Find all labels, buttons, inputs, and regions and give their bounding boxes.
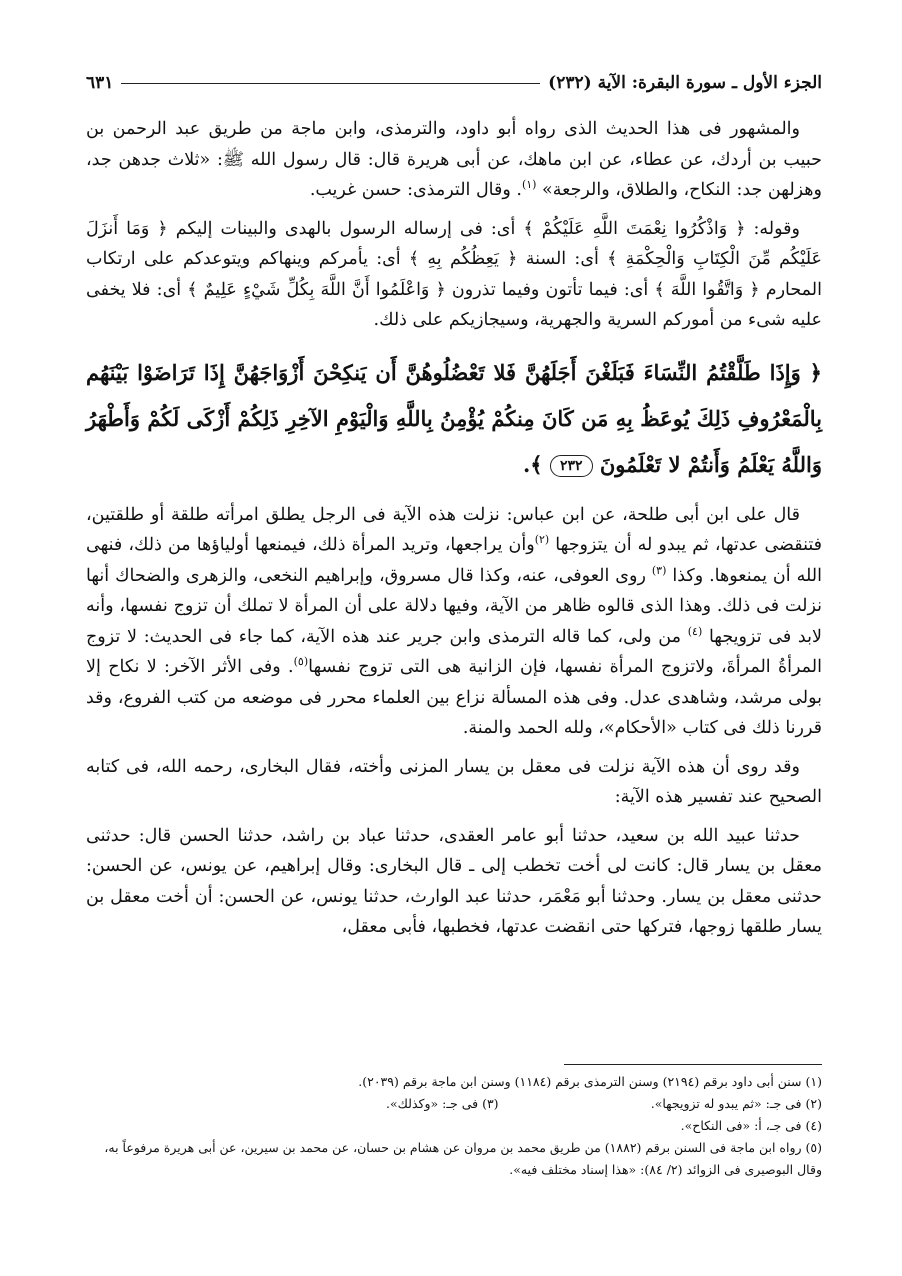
verse-number-badge: ٢٣٢: [550, 455, 593, 477]
paragraph-commentary: وقوله: ﴿ وَاذْكُرُوا نِعْمَتَ اللَّهِ عَلَيْكُمْ ﴾ أى: فى إرساله الرسول بالهدى والبينات إليكم ﴿ وَمَا أَنزَلَ عَلَيْكُم مِّنَ الْكِتَابِ وَالْحِكْمَةِ ﴾ أى: السنة ﴿ يَعِظُكُم بِهِ ﴾ أى: يأمركم وينهاكم ويتوعدكم على ارتكاب المحارم ﴿ وَاتَّقُوا اللَّهَ ﴾ أى: فيما تأتون وفيما تذرون ﴿ وَاعْلَمُوا أَنَّ اللَّهَ بِكُلِّ شَيْءٍ عَلِيمٌ ﴾ أى: فلا يخفى عليه شىء من أموركم السرية والجهرية، وسيجازيكم على ذلك.: [86, 218, 822, 330]
verse-text: ﴿ وَإِذَا طَلَّقْتُمُ النِّسَاءَ فَبَلَغْنَ أَجَلَهُنَّ فَلا تَعْضُلُوهُنَّ أَن يَنكِحْنَ أَزْوَاجَهُنَّ إِذَا تَرَاضَوْا بَيْنَهُم بِالْمَعْرُوفِ ذَلِكَ يُوعَظُ بِهِ مَن كَانَ مِنكُمْ يُؤْمِنُ بِاللَّهِ وَالْيَوْمِ الآخِرِ ذَلِكُمْ أَزْكَى لَكُمْ وَأَطْهَرُ وَاللَّهُ يَعْلَمُ وَأَنتُمْ لا تَعْلَمُونَ: [86, 359, 822, 477]
footnote-ref-1: (١): [521, 178, 537, 192]
paragraph-tafsir: [86, 500, 822, 744]
paragraph-text: من ولى، كما قاله الترمذى وابن جرير عند هذه الآية، كما جاء فى الحديث: لا تزوج المرأةُ المرأةَ، ولاتزوج المرأة نفسها، فإن الزانية هى التى تزوج نفسها: [86, 626, 822, 677]
running-header: [86, 70, 822, 96]
paragraph-text: روى العوفى، عنه، وكذا قال مسروق، وإبراهيم النخعى، والزهرى والضحاك أنها نزلت فى ذلك. وهذا الذى قالوه ظاهر من الآية، وفيها دلالة على أن المرأة لا تملك أن تزوج نفسها، وأنه لابد فى تزويجها: [86, 565, 822, 647]
paragraph-text: . وفى الأثر الآخر: لا نكاح إلا بولى مرشد، وشاهدى عدل. وفى هذه المسألة نزاع بين العلماء محرر فى موضعه من كتب الفروع، وقد قررنا ذلك فى كتاب «الأحكام»، ولله الحمد والمنة.: [86, 657, 822, 738]
footnote-ref-2: (٢): [534, 533, 550, 547]
header-section-title: الجزء الأول ـ سورة البقرة: الآية (٢٣٢): [548, 73, 822, 93]
footnotes: [86, 1064, 822, 1181]
footnote-ref-5: (٥): [293, 655, 309, 669]
paragraph-text: قال على ابن أبى طلحة، عن ابن عباس: نزلت هذه الآية فى الرجل يطلق امرأته طلقة أو طلقتين، فتنقضى عدتها، ثم يبدو له أن يتزوجها: [86, 504, 822, 555]
main-text: [86, 114, 822, 943]
paragraph-bukhari-intro: وقد روى أن هذه الآية نزلت فى معقل بن يسار المزنى وأخته، فقال البخارى، رحمه الله، فى كتابه الصحيح عند تفسير هذه الآية:: [86, 756, 822, 807]
footnote-1: (١) سنن أبى داود برقم (٢١٩٤) وسنن الترمذى برقم (١١٨٤) وسنن ابن ماجة برقم (٢٠٣٩).: [358, 1074, 822, 1089]
page-number: ٦٣١: [86, 73, 114, 93]
footnote-row: [86, 1093, 822, 1115]
paragraph-text: والمشهور فى هذا الحديث الذى رواه أبو داود، والترمذى، وابن ماجة من طريق عبد الرحمن بن حبيب بن أردك، عن عطاء، عن ابن ماهك، عن أبى هريرة قال: قال رسول الله ﷺ: «ثلاث جدهن جد، وهزلهن جد: النكاح، والطلاق، والرجعة»: [86, 119, 822, 200]
footnote-ref-3: (٣): [651, 563, 667, 577]
paragraph-text-tail: . وقال الترمذى: حسن غريب.: [309, 180, 522, 200]
header-rule: [121, 83, 540, 84]
footnote-rule: [564, 1064, 822, 1065]
paragraph-text: وأن يراجعها، وتريد المرأة ذلك، فيمنعها أولياؤها من ذلك، فنهى الله أن يمنعوها. وكذا: [86, 535, 822, 586]
footnote-3: (٣) فى جـ: «وكذلك».: [386, 1096, 499, 1111]
paragraph-hadith: [86, 114, 822, 206]
footnote-ref-4: (٤): [687, 624, 703, 638]
footnote-4: (٤) فى جـ، أ: «فى النكاح».: [680, 1118, 822, 1133]
footnote-2: (٢) فى جـ: «ثم يبدو له تزويجها».: [650, 1096, 822, 1111]
footnote-5: (٥) رواه ابن ماجة فى السنن برقم (١٨٨٢) من طريق محمد بن مروان عن هشام بن حسان، عن محمد بن سيرين، عن أبى هريرة مرفوعاً به، وقال البوصيرى فى الزوائد (٢/ ٨٤): «هذا إسناد مختلف فيه».: [104, 1140, 822, 1177]
paragraph-isnad: حدثنا عبيد الله بن سعيد، حدثنا أبو عامر العقدى، حدثنا عباد بن راشد، حدثنا الحسن قال: حدثنى معقل بن يسار قال: كانت لى أخت تخطب إلى ـ قال البخارى: وقال إبراهيم، عن يونس، عن الحسن: حدثنى معقل بن يسار. وحدثنا أبو مَعْمَر، حدثنا عبد الوارث، حدثنا يونس، عن الحسن: أن أخت معقل بن يسار طلقها زوجها، فتركها حتى انقضت عدتها، فخطبها، فأبى معقل،: [86, 825, 822, 937]
verse-end-bracket: ﴾.: [523, 451, 543, 477]
quran-verse: [86, 350, 822, 488]
